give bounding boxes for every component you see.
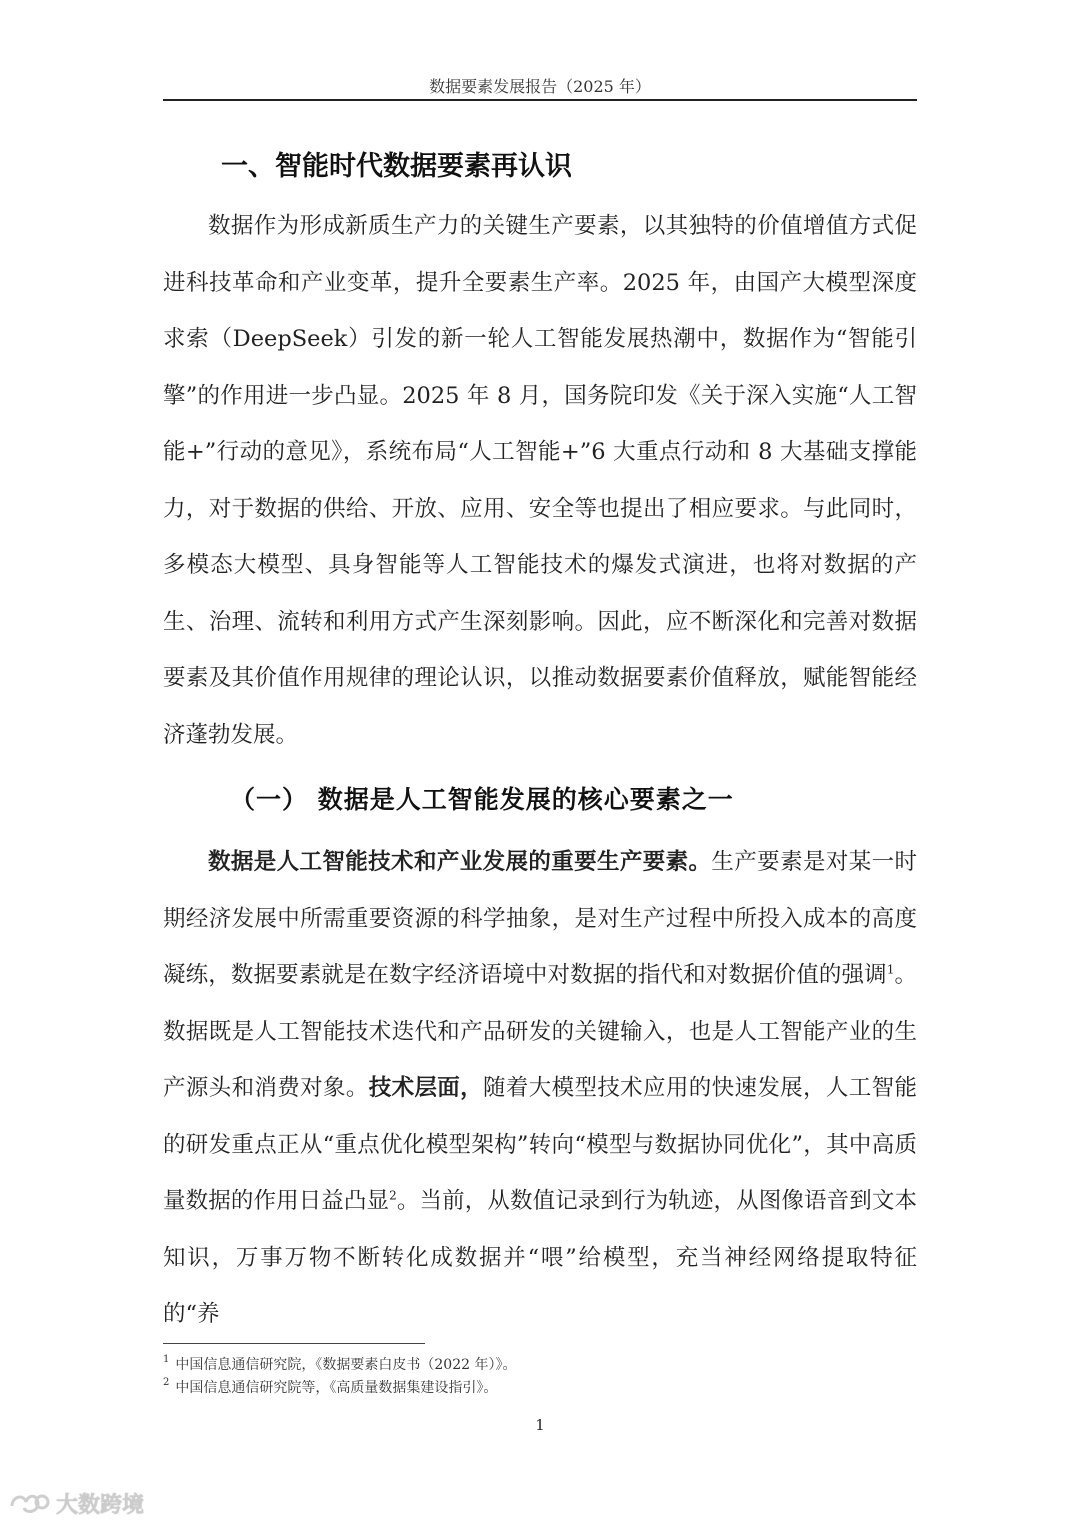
footnote-divider <box>163 1343 425 1344</box>
footnote-number: 1 <box>163 1354 170 1365</box>
paragraph-lead: 数据是人工智能技术和产业发展的重要生产要素。 <box>208 849 712 875</box>
paragraph-text: 随着大模型技术应用的快速发展，人工智能的研发重点正从“重点优化模型架构”转向“模型与数据协同优化”，其中高质量数据的作用日益凸显 <box>163 1075 917 1214</box>
footnote-text: 中国信息通信研究院等，《高质量数据集建设指引》。 <box>175 1380 498 1396</box>
footnote-number: 2 <box>163 1377 170 1388</box>
paragraph-text: 。数据既是人工智能技术迭代和产品研发的关键输入，也是人工智能产业的生产源头和消费对象。 <box>163 962 917 1101</box>
paragraph-text: 生产要素是对某一时期经济发展中所需重要资源的科学抽象，是对生产过程中所投入成本的高度凝练，数据要素就是在数字经济语境中对数据的指代和对数据价值的强调 <box>163 849 917 988</box>
section-heading: 一、智能时代数据要素再认识 <box>221 151 572 182</box>
footnote <box>163 1354 516 1374</box>
paragraph-intro: 数据作为形成新质生产力的关键生产要素，以其独特的价值增值方式促进科技革命和产业变革，提升全要素生产率。2025 年，由国产大模型深度求索（DeepSeek）引发的新一轮人工智能发展热潮中，数据作为“智能引擎”的作用进一步凸显。2025 年 8 月，国务院印发《关于深入实施“人工智能+”行动的意见》，系统布局“人工智能+”6 大重点行动和 8 大基础支撑能力，对于数据的供给、开放、应用、安全等也提出了相应要求。与此同时，多模态大模型、具身智能等人工智能技术的爆发式演进，也将对数据的产生、治理、流转和利用方式产生深刻影响。因此，应不断深化和完善对数据要素及其价值作用规律的理论认识，以推动数据要素价值释放，赋能智能经济蓬勃发展。 <box>163 213 917 748</box>
watermark-text: 大数跨境 <box>56 1493 145 1518</box>
footnote-ref[interactable]: 1 <box>886 962 895 977</box>
paragraph-data-core <box>163 834 917 1343</box>
footnote-ref[interactable]: 2 <box>389 1188 397 1203</box>
subsection-heading: （一） 数据是人工智能发展的核心要素之一 <box>230 785 734 814</box>
paragraph-text: 。当前，从数值记录到行为轨迹，从图像语音到文本知识，万事万物不断转化成数据并“喂”给模型，充当神经网络提取特征的“养 <box>163 1188 917 1327</box>
watermark <box>8 1488 144 1519</box>
brand-logo-icon <box>8 1490 52 1518</box>
running-header: 数据要素发展报告（2025 年） <box>429 77 651 96</box>
header-divider <box>163 99 917 101</box>
footnote <box>163 1377 497 1397</box>
footnote-text: 中国信息通信研究院，《数据要素白皮书（2022 年）》。 <box>175 1357 517 1373</box>
paragraph-lead: 技术层面， <box>368 1075 484 1101</box>
page-number: 1 <box>535 1416 545 1434</box>
